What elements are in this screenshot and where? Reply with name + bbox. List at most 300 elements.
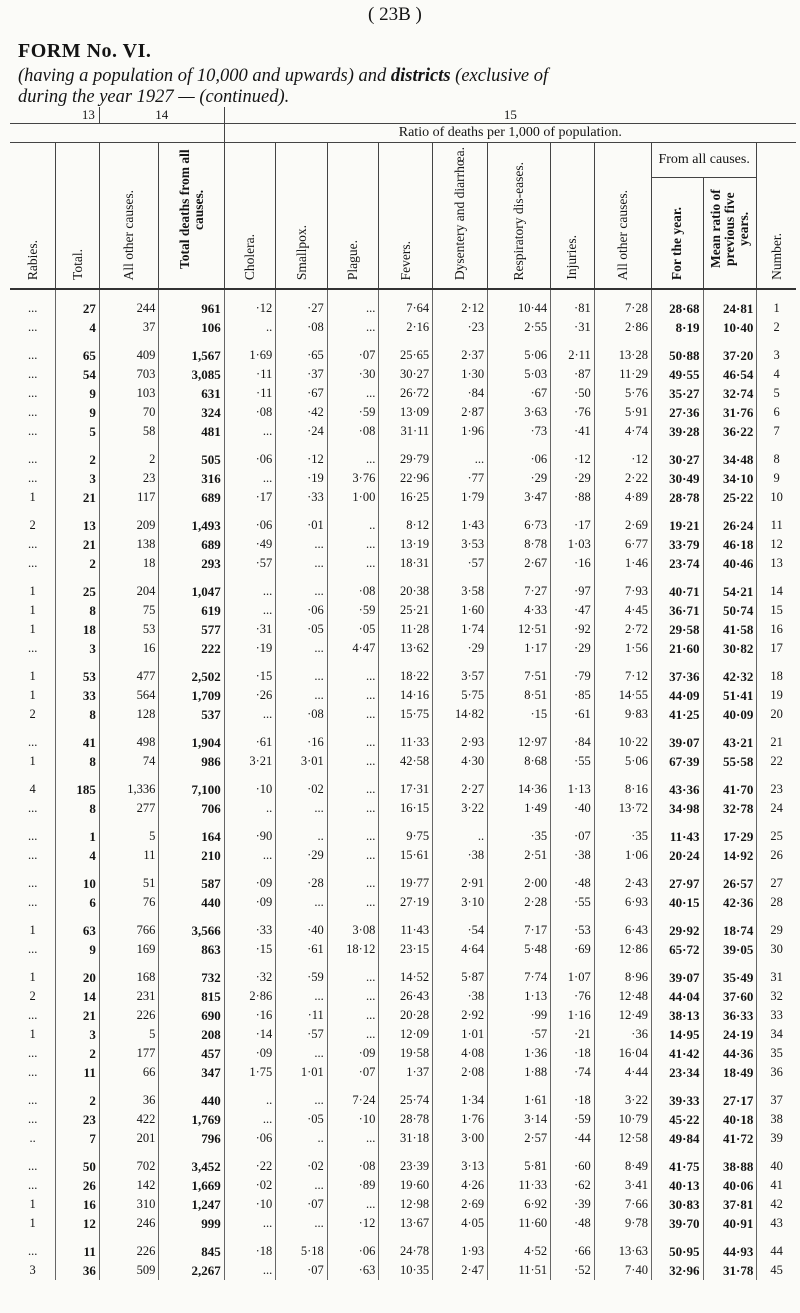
table-cell: ·08 [224,403,276,422]
table-cell: 3·21 [224,752,276,771]
table-cell: ... [276,639,328,658]
table-cell: 50·95 [651,1233,703,1261]
table-row [10,912,796,940]
table-cell: 1 [29,490,36,504]
table-cell: 4·64 [433,940,488,959]
table-row [10,403,796,422]
table-cell: 2 [56,441,100,469]
table-cell: ·62 [551,1176,595,1195]
table-cell: ·15 [488,705,551,724]
table-cell: 28·78 [379,1110,433,1129]
table-cell: 25 [56,573,100,601]
table-cell: 3·13 [433,1148,488,1176]
col-other-causes-header: All other causes. [99,143,159,290]
table-cell: ·65 [276,337,328,365]
table-cell: 440 [159,1082,224,1110]
table-cell: 706 [159,799,224,818]
table-cell: 34·10 [703,469,757,488]
table-cell: 35·27 [651,384,703,403]
table-cell: 33 [757,1006,796,1025]
table-cell: 12·97 [488,724,551,752]
table-row [10,1082,796,1110]
table-cell: 10·44 [488,289,551,318]
table-cell: 12·98 [379,1195,433,1214]
table-cell: ·09 [327,1044,379,1063]
table-cell: 36 [757,1063,796,1082]
table-cell: ·55 [551,893,595,912]
table-cell: 12·86 [594,940,651,959]
table-cell: ·05 [276,620,328,639]
table-cell: ... [27,386,38,400]
table-cell: 2 [29,518,36,532]
table-cell: 13·28 [594,337,651,365]
table-cell: ... [327,1006,379,1025]
table-cell: 20·28 [379,1006,433,1025]
table-cell: ·57 [433,554,488,573]
table-cell: ·01 [276,507,328,535]
table-cell: 32·74 [703,384,757,403]
table-cell: 4·33 [488,601,551,620]
table-row [10,1129,796,1148]
col-dysentery-header: Dysentery and diarrhœa. [433,143,488,290]
table-cell: ·18 [551,1044,595,1063]
table-row [10,507,796,535]
table-cell: 54·21 [703,573,757,601]
table-cell: 37 [99,318,159,337]
table-cell: 5 [757,384,796,403]
table-cell: 8·49 [594,1148,651,1176]
table-cell: 3·53 [433,535,488,554]
table-cell: 1,669 [159,1176,224,1195]
table-cell: 8 [56,705,100,724]
table-cell: 65 [56,337,100,365]
table-cell: 18·31 [379,554,433,573]
table-cell: 177 [99,1044,159,1063]
table-cell: ... [27,537,38,551]
table-cell: ... [27,876,38,890]
table-cell: 815 [159,987,224,1006]
table-cell: 7·93 [594,573,651,601]
table-cell: 5·91 [594,403,651,422]
column-header-row [10,143,796,178]
table-cell: 27·97 [651,865,703,893]
table-cell: ... [276,535,328,554]
table-cell: 1·17 [488,639,551,658]
table-cell: ... [224,573,276,601]
table-cell: 17·29 [703,818,757,846]
table-cell: 732 [159,959,224,987]
table-cell: 1·07 [551,959,595,987]
table-cell: ·27 [276,289,328,318]
table-cell: ... [276,1082,328,1110]
table-cell: ·06 [224,441,276,469]
table-cell: 2·22 [594,469,651,488]
table-cell: ·89 [327,1176,379,1195]
table-cell: ·40 [551,799,595,818]
table-cell: 42·32 [703,658,757,686]
table-row [10,959,796,987]
table-cell: ... [224,705,276,724]
table-cell: 1 [29,688,36,702]
table-cell: 9 [56,384,100,403]
table-cell: 12·58 [594,1129,651,1148]
table-cell: 30·49 [651,469,703,488]
table-cell: 8 [757,441,796,469]
table-cell: 1·74 [433,620,488,639]
table-cell: 1·01 [276,1063,328,1082]
table-cell: 16·15 [379,799,433,818]
table-cell: 1,709 [159,686,224,705]
table-cell: ·55 [551,752,595,771]
table-cell: 986 [159,752,224,771]
table-cell: 20·38 [379,573,433,601]
table-cell: ... [27,801,38,815]
table-cell: ·57 [276,1025,328,1044]
table-cell: 19·60 [379,1176,433,1195]
table-cell: 20 [56,959,100,987]
table-cell: 12·09 [379,1025,433,1044]
table-cell: 3·22 [433,799,488,818]
table-cell: 689 [159,535,224,554]
table-cell: 24·81 [703,289,757,318]
table-cell: 1 [29,1197,36,1211]
table-cell: .. [224,1082,276,1110]
table-cell: ·40 [276,912,328,940]
table-cell: ·42 [276,403,328,422]
table-cell: 164 [159,818,224,846]
table-cell: 33·79 [651,535,703,554]
table-row [10,846,796,865]
table-cell: ... [276,1044,328,1063]
table-cell: ·06 [488,441,551,469]
table-cell: 1·75 [224,1063,276,1082]
subtitle-part-c: (exclusive of [455,66,549,86]
table-cell: 6·77 [594,535,651,554]
table-cell: ·32 [224,959,276,987]
table-cell: 796 [159,1129,224,1148]
table-cell: 5·81 [488,1148,551,1176]
table-cell: 11 [757,507,796,535]
table-cell: 4·74 [594,422,651,441]
table-cell: 50·88 [651,337,703,365]
table-cell: ... [27,1178,38,1192]
table-cell: 36·71 [651,601,703,620]
table-cell: ·12 [594,441,651,469]
table-cell: 9 [56,940,100,959]
table-cell: 509 [99,1261,159,1280]
table-cell: 277 [99,799,159,818]
table-cell: ·87 [551,365,595,384]
table-cell: .. [433,818,488,846]
table-cell: 577 [159,620,224,639]
table-cell: ... [224,846,276,865]
table-cell: 36 [99,1082,159,1110]
table-cell: 41 [757,1176,796,1195]
table-cell: 31·18 [379,1129,433,1148]
table-cell: ·06 [327,1233,379,1261]
table-cell: ·79 [551,658,595,686]
table-cell: 537 [159,705,224,724]
col-rabies-header: Rabies. [10,143,56,290]
table-cell: 39·07 [651,959,703,987]
table-cell: 2 [56,1082,100,1110]
table-cell: 2,502 [159,658,224,686]
table-cell: 2·27 [433,771,488,799]
table-cell: ... [276,1176,328,1195]
table-cell: 40·18 [703,1110,757,1129]
table-cell: 3 [56,1025,100,1044]
table-cell: 15 [757,601,796,620]
table-cell: 1·13 [551,771,595,799]
table-cell: 7·28 [594,289,651,318]
table-cell: 19·21 [651,507,703,535]
table-cell: 3·47 [488,488,551,507]
table-cell: ... [27,452,38,466]
table-cell: 14 [56,987,100,1006]
table-cell: ·31 [224,620,276,639]
table-cell: 67·39 [651,752,703,771]
table-cell: 703 [99,365,159,384]
table-row [10,686,796,705]
table-cell: 40·15 [651,893,703,912]
table-cell: ·09 [224,865,276,893]
table-cell: ·59 [276,959,328,987]
table-cell: 3·14 [488,1110,551,1129]
table-cell: 4·26 [433,1176,488,1195]
table-cell: 37 [757,1082,796,1110]
table-cell: 6·73 [488,507,551,535]
table-cell: 40 [757,1148,796,1176]
table-cell: ... [27,301,38,315]
table-cell: 244 [99,289,159,318]
table-cell: 21 [56,535,100,554]
table-cell: 25·65 [379,337,433,365]
table-cell: ·67 [488,384,551,403]
table-cell: 14 [757,573,796,601]
column-number-row [10,107,796,124]
table-cell: 1 [29,622,36,636]
table-cell: 11 [56,1233,100,1261]
table-cell: 23 [757,771,796,799]
table-cell: 7 [757,422,796,441]
table-cell: 30·83 [651,1195,703,1214]
table-cell: 12 [757,535,796,554]
table-cell: .. [327,507,379,535]
table-cell: 1·76 [433,1110,488,1129]
table-cell: 222 [159,639,224,658]
column-number-15: 15 [503,107,517,122]
table-cell: ·19 [276,469,328,488]
table-cell: 18·22 [379,658,433,686]
table-row [10,865,796,893]
table-cell: 45 [757,1261,796,1280]
table-cell: ·47 [551,601,595,620]
table-row [10,365,796,384]
table-cell: 39 [757,1129,796,1148]
table-cell: 21·60 [651,639,703,658]
table-cell: 17·31 [379,771,433,799]
table-cell: ... [27,424,38,438]
table-row [10,1261,796,1280]
table-cell: 4·44 [594,1063,651,1082]
table-cell: ·37 [276,365,328,384]
table-cell: ·02 [276,1148,328,1176]
table-cell: ·38 [433,987,488,1006]
table-cell: ·24 [276,422,328,441]
table-cell: 49·84 [651,1129,703,1148]
table-cell: ·16 [276,724,328,752]
table-cell: 7·40 [594,1261,651,1280]
table-cell: 13·63 [594,1233,651,1261]
table-cell: ... [224,1110,276,1129]
table-cell: 9 [757,469,796,488]
table-cell: 3 [56,639,100,658]
table-cell: ·57 [488,1025,551,1044]
table-cell: 39·05 [703,940,757,959]
table-cell: ... [27,1008,38,1022]
table-cell: 999 [159,1214,224,1233]
table-cell: 1·69 [224,337,276,365]
col-respiratory-header: Respiratory dis-eases. [488,143,551,290]
table-cell: 9·78 [594,1214,651,1233]
table-cell: ·08 [327,422,379,441]
table-cell: 498 [99,724,159,752]
table-cell: ... [327,818,379,846]
table-cell: 5·76 [594,384,651,403]
table-cell: 4·89 [594,488,651,507]
table-row [10,940,796,959]
table-cell: 457 [159,1044,224,1063]
page-number: ( 23B ) [368,4,422,25]
table-cell: ... [327,724,379,752]
table-cell: 1·61 [488,1082,551,1110]
table-cell: 5·87 [433,959,488,987]
table-cell: ·15 [224,658,276,686]
table-cell: 4·52 [488,1233,551,1261]
table-cell: 226 [99,1233,159,1261]
table-cell: 65·72 [651,940,703,959]
table-cell: 5·75 [433,686,488,705]
table-cell: 41·58 [703,620,757,639]
table-cell: ·16 [224,1006,276,1025]
table-cell: 30·27 [651,441,703,469]
table-cell: 1·13 [488,987,551,1006]
table-cell: 505 [159,441,224,469]
table-row [10,337,796,365]
col-smallpox-header: Smallpox. [276,143,328,290]
table-cell: 3,085 [159,365,224,384]
table-row [10,987,796,1006]
table-cell: 42 [757,1195,796,1214]
table-cell: 564 [99,686,159,705]
table-cell: 2·51 [488,846,551,865]
table-row [10,658,796,686]
table-cell: 23·39 [379,1148,433,1176]
table-cell: 4·08 [433,1044,488,1063]
table-cell: 1,493 [159,507,224,535]
table-cell: ·61 [224,724,276,752]
table-cell: 7·27 [488,573,551,601]
table-cell: 55·58 [703,752,757,771]
table-cell: 32·96 [651,1261,703,1280]
table-cell: 43·36 [651,771,703,799]
table-cell: 39·28 [651,422,703,441]
table-cell: 3·22 [594,1082,651,1110]
table-cell: ... [276,686,328,705]
table-cell: 204 [99,573,159,601]
table-cell: 1·93 [433,1233,488,1261]
table-cell: 3·01 [276,752,328,771]
table-cell: ·92 [551,620,595,639]
table-cell: 31·76 [703,403,757,422]
table-row [10,1110,796,1129]
table-cell: 6 [757,403,796,422]
table-cell: 5·48 [488,940,551,959]
table-cell: ... [327,289,379,318]
table-cell: 13 [56,507,100,535]
table-cell: ·02 [276,771,328,799]
table-cell: 26·24 [703,507,757,535]
table-cell: ... [224,601,276,620]
table-cell: 27·19 [379,893,433,912]
table-cell: 37·20 [703,337,757,365]
table-cell: 28·78 [651,488,703,507]
table-cell: ·84 [551,724,595,752]
table-cell: ... [276,799,328,818]
table-cell: ·11 [276,1006,328,1025]
table-cell: 185 [56,771,100,799]
table-cell: ·16 [551,554,595,573]
table-cell: 24·78 [379,1233,433,1261]
table-cell: 44·04 [651,987,703,1006]
table-cell: 18·74 [703,912,757,940]
table-cell: ·12 [224,289,276,318]
table-cell: 631 [159,384,224,403]
table-cell: 63 [56,912,100,940]
table-cell: .. [224,318,276,337]
table-cell: 106 [159,318,224,337]
table-cell: 3 [29,1263,36,1277]
table-cell: 19·77 [379,865,433,893]
table-cell: ·69 [551,940,595,959]
table-cell: 42·36 [703,893,757,912]
table-cell: 40·09 [703,705,757,724]
table-row [10,573,796,601]
table-cell: 1·88 [488,1063,551,1082]
table-cell: 75 [99,601,159,620]
table-cell: 1·36 [488,1044,551,1063]
table-cell: 8·12 [379,507,433,535]
table-cell: 1·01 [433,1025,488,1044]
table-cell: 43 [757,1214,796,1233]
table-cell: 3,566 [159,912,224,940]
table-cell: 10·22 [594,724,651,752]
table-cell: 51 [99,865,159,893]
column-number-13: 13 [81,107,95,122]
table-cell: ... [27,1046,38,1060]
table-cell: 22·96 [379,469,433,488]
table-cell: 2·43 [594,865,651,893]
table-cell: 2 [757,318,796,337]
table-cell: ... [224,469,276,488]
table-cell: 2·47 [433,1261,488,1280]
table-cell: ·77 [433,469,488,488]
table-cell: 8·51 [488,686,551,705]
table-cell: 11·29 [594,365,651,384]
table-cell: 11·33 [488,1176,551,1195]
table-cell: 14·55 [594,686,651,705]
table-cell: 22 [757,752,796,771]
